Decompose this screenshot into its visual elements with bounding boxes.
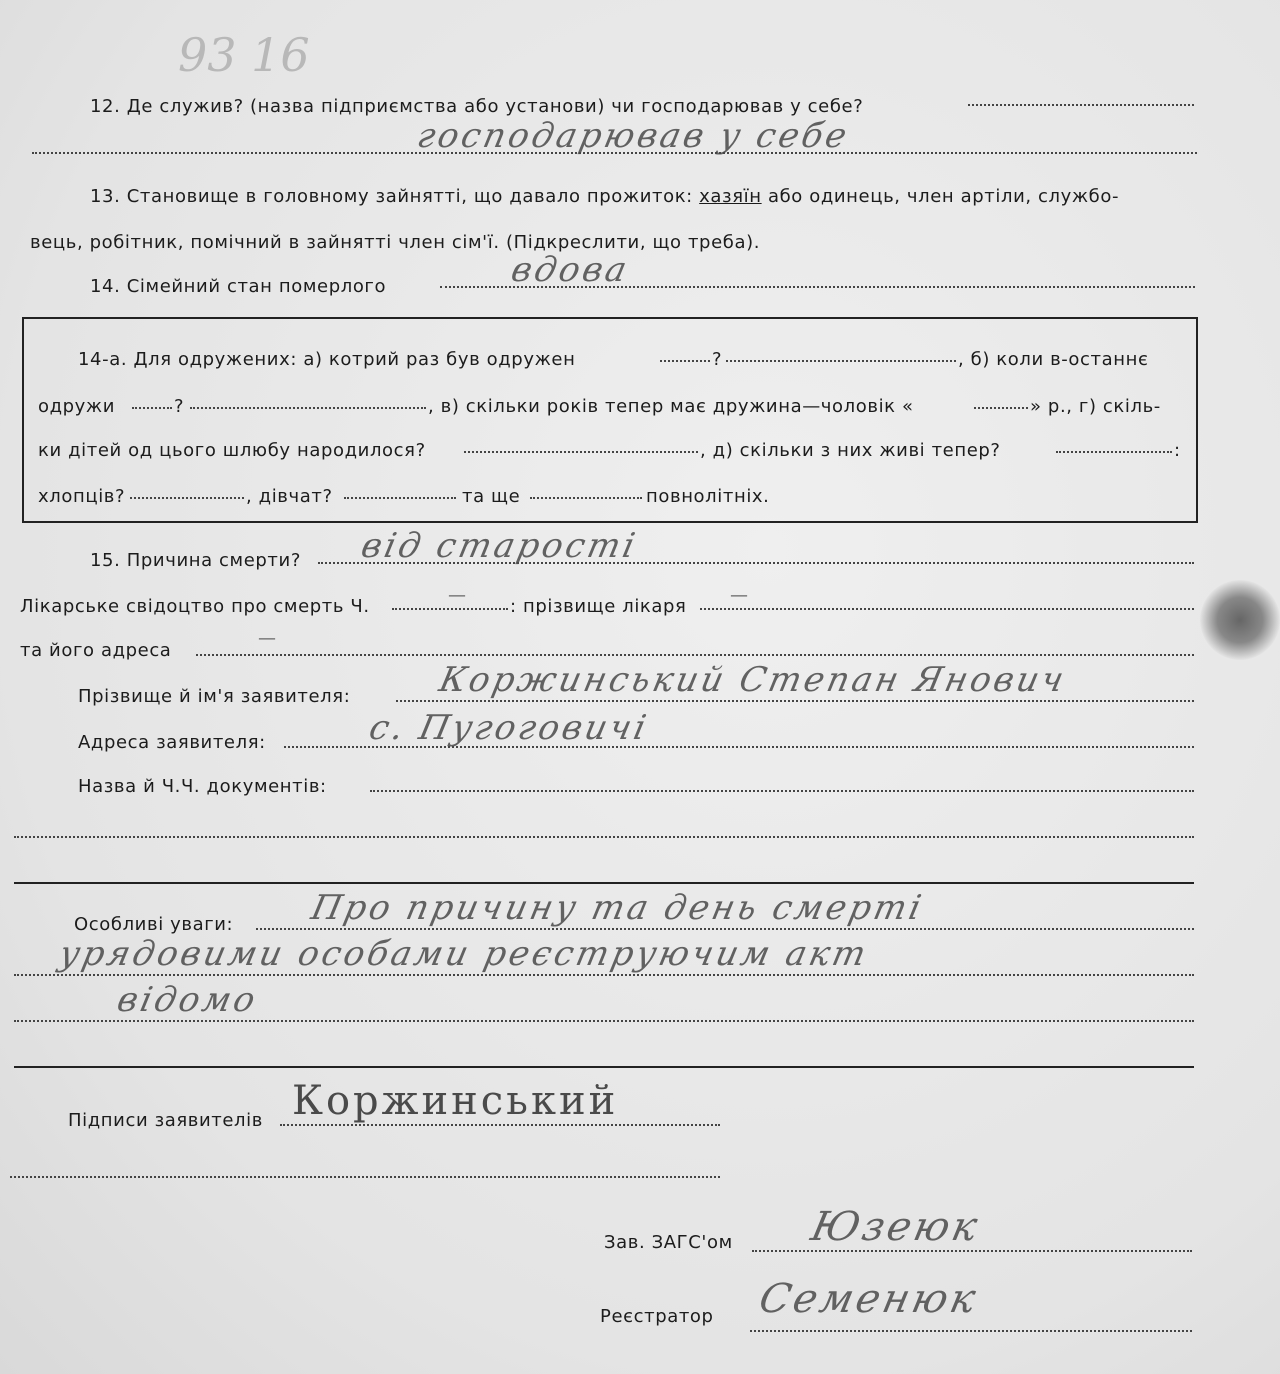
applicant-address-label: Адреса заявителя: xyxy=(78,732,266,753)
q14a-line3-fill1 xyxy=(464,451,698,453)
q14a-line4-a: хлопців? xyxy=(38,486,126,507)
q14a-line4-b: , дівчат? xyxy=(246,486,333,507)
notes-line-1 xyxy=(256,928,1194,930)
q15-label: 15. Причина смерти? xyxy=(90,550,301,571)
applicant-docs-line xyxy=(370,790,1194,792)
q13-line1-prefix: 13. Становище в головному зайнятті, що давало прожиток: xyxy=(90,186,693,207)
q14a-line4-fill3 xyxy=(530,497,642,499)
registrar-signature: Семенюк xyxy=(755,1276,983,1322)
pencil-archive-number: 93 16 xyxy=(178,28,310,82)
doctor-certificate-value: — xyxy=(448,585,467,606)
q14a-line3-a: ки дітей од цього шлюбу народилося? xyxy=(38,440,426,461)
q14-label: 14. Сімейний стан померлого xyxy=(90,276,387,297)
doctor-name-line xyxy=(700,608,1194,610)
married-info-box xyxy=(22,317,1198,523)
q14a-line1-fill2 xyxy=(726,360,956,362)
q14a-line2-q: ? xyxy=(174,396,185,417)
q15-answer: від старості xyxy=(357,526,642,566)
q12-fill-line xyxy=(968,104,1194,106)
q14a-line3-c: : xyxy=(1174,440,1181,461)
q14a-line1-b: , б) коли в-останнє xyxy=(958,349,1149,370)
doctor-address-label: та його адреса xyxy=(20,640,172,661)
q14a-line3-b: , д) скільки з них живі тепер? xyxy=(700,440,1001,461)
applicants-signature-line xyxy=(280,1124,720,1126)
applicants-signature: Коржинський xyxy=(292,1078,619,1124)
ink-blot xyxy=(1200,580,1280,660)
doctor-name-label: : прізвище лікаря xyxy=(510,596,687,617)
applicant-name-label: Прізвище й ім'я заявителя: xyxy=(78,686,351,707)
applicant-address-value: с. Пугоговичі xyxy=(365,708,653,748)
notes-line-2 xyxy=(14,974,1194,976)
registrar-label: Реєстратор xyxy=(600,1306,714,1327)
applicant-name-line xyxy=(396,700,1194,702)
registry-head-label: Зав. ЗАГС'ом xyxy=(604,1232,733,1253)
q14a-line1-fill1 xyxy=(660,360,710,362)
q14a-line2-fill2 xyxy=(190,407,426,409)
doctor-certificate-label: Лікарське свідоцтво про смерть Ч. xyxy=(20,596,370,617)
q13-line1 xyxy=(90,186,1119,207)
registry-head-line xyxy=(752,1250,1192,1252)
registry-head-signature: Юзеюк xyxy=(807,1204,985,1250)
doctor-address-line xyxy=(196,654,1194,656)
q14a-line4-d: повнолітніх. xyxy=(646,486,770,507)
q14a-line2-fill3 xyxy=(974,407,1028,409)
q14a-line2-c: » р., г) скіль- xyxy=(1030,396,1161,417)
notes-text-1: Про причину та день смерті xyxy=(307,888,928,928)
section-divider-1 xyxy=(14,882,1194,884)
doctor-address-value: — xyxy=(258,628,277,649)
applicants-signature-label: Підписи заявителів xyxy=(68,1110,263,1131)
section-divider-2 xyxy=(14,1066,1194,1068)
q13-line2: вець, робітник, помічний в зайнятті член сім'ї. (Підкреслити, що треба). xyxy=(30,232,761,253)
q12-label: 12. Де служив? (назва підприємства або установи) чи господарював у себе? xyxy=(90,96,864,117)
q14a-line2-fill1 xyxy=(132,407,172,409)
doctor-name-value: — xyxy=(730,585,749,606)
q12-answer: господарював у себе xyxy=(413,116,854,156)
applicant-docs-label: Назва й Ч.Ч. документів: xyxy=(78,776,327,797)
q14a-line1-q: ? xyxy=(712,349,723,370)
applicant-docs-line2 xyxy=(14,836,1194,838)
q14-answer: вдова xyxy=(507,250,634,290)
q14a-line2-b: , в) скільки років тепер має дружина—чоловік « xyxy=(428,396,914,417)
registrar-line xyxy=(750,1330,1192,1332)
notes-text-2: урядовими особами реєструючим акт xyxy=(55,934,873,974)
notes-text-3: відомо xyxy=(113,980,262,1020)
q12-second-line xyxy=(32,152,1197,154)
applicant-name-value: Коржинський Степан Янович xyxy=(435,660,1071,700)
q13-underlined-option: хазяїн xyxy=(699,186,762,207)
q14a-line1-a: 14-а. Для одружених: а) котрий раз був одружен xyxy=(78,349,576,370)
q14a-line4-c: та ще xyxy=(462,486,521,507)
q14a-line2-a: одружи xyxy=(38,396,116,417)
applicants-signature-line-2 xyxy=(10,1176,720,1178)
doctor-certificate-line xyxy=(392,608,508,610)
notes-label: Особливі уваги: xyxy=(74,914,234,935)
q14a-line3-fill2 xyxy=(1056,451,1172,453)
q14a-line4-fill1 xyxy=(130,497,244,499)
q13-line1-suffix: або одинець, член артіли, службо- xyxy=(767,186,1120,207)
notes-line-3 xyxy=(14,1020,1194,1022)
q14a-line4-fill2 xyxy=(344,497,456,499)
